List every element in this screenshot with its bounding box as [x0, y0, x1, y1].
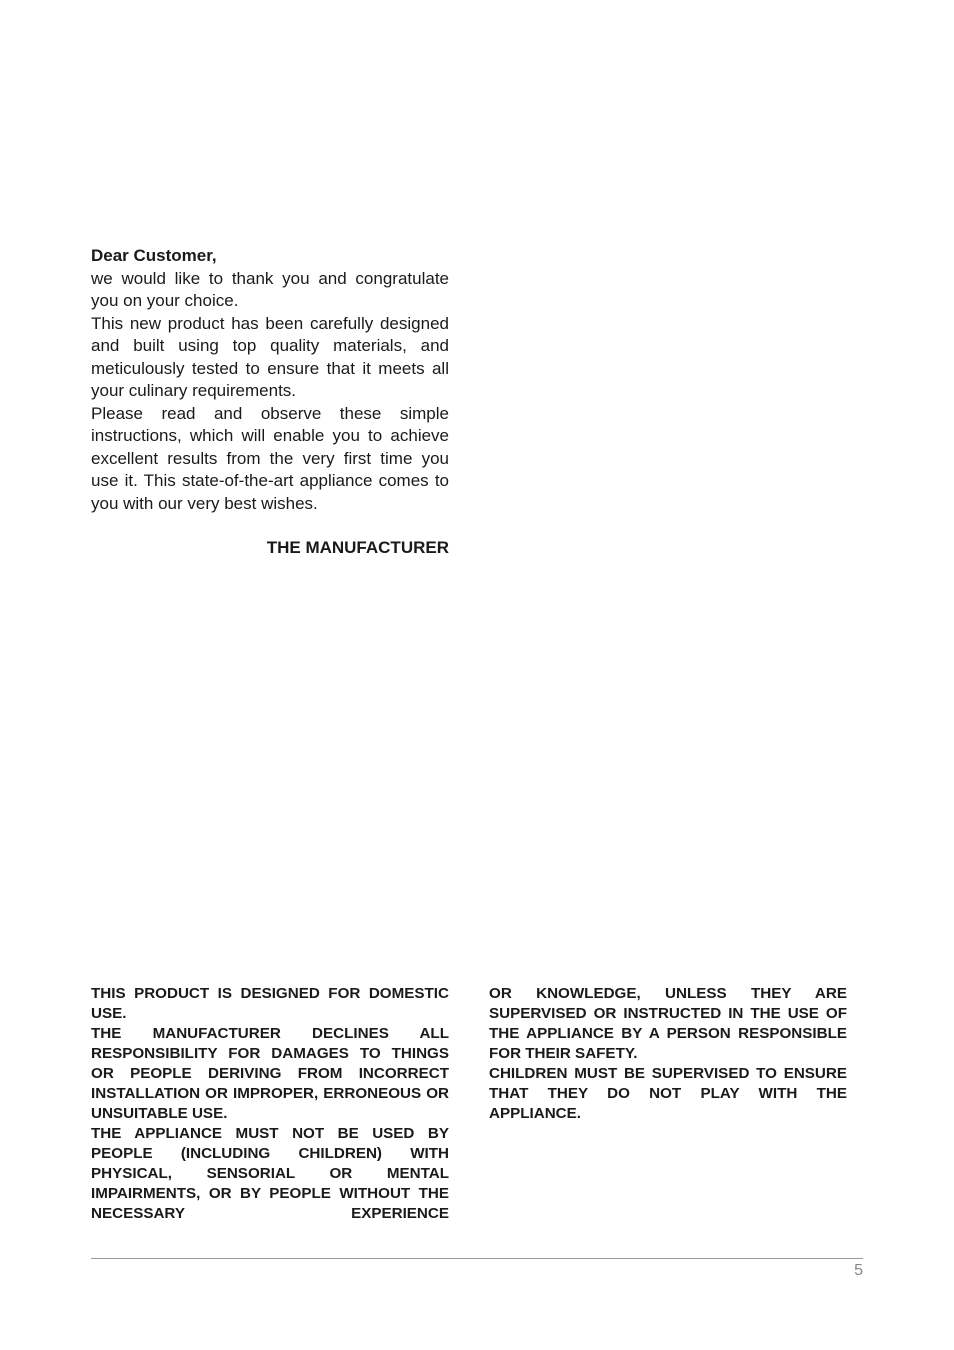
footer-divider	[91, 1258, 863, 1259]
letter-signature: THE MANUFACTURER	[266, 538, 449, 557]
letter-greeting: Dear Customer,	[91, 246, 217, 265]
warning-children: CHILDREN MUST BE SUPERVISED TO ENSURE THAT THEY DO NOT PLAY WITH THE APPLIANCE.	[489, 1065, 847, 1122]
letter-paragraph-instructions: Please read and observe these simple instructions, which will enable you to achieve excellent results from the very first time you use it. This state-of-the-art appliance comes to you with our very best wishes.	[91, 403, 449, 513]
warning-domestic-use: THIS PRODUCT IS DESIGNED FOR DOMESTIC USE.	[91, 985, 449, 1022]
safety-warning-column-right	[489, 984, 847, 1124]
customer-letter	[91, 245, 449, 560]
warning-supervision: OR KNOWLEDGE, UNLESS THEY ARE SUPERVISED OR INSTRUCTED IN THE USE OF THE APPLIANCE BY A PERSON RESPONSIBLE FOR THEIR SAFETY.	[489, 985, 847, 1062]
warning-liability: THE MANUFACTURER DECLINES ALL RESPONSIBILITY FOR DAMAGES TO THINGS OR PEOPLE DERIVING FROM INCORRECT INSTALLATION OR IMPROPER, ERRONEOUS OR UNSUITABLE USE.	[91, 1025, 449, 1122]
safety-warning-column-left	[91, 984, 449, 1224]
page-number: 5	[854, 1262, 863, 1279]
warning-impairments: THE APPLIANCE MUST NOT BE USED BY PEOPLE (INCLUDING CHILDREN) WITH PHYSICAL, SENSORIAL OR MENTAL IMPAIRMENTS, OR BY PEOPLE WITHOUT THE NECESSARY EXPERIENCE	[91, 1125, 449, 1222]
letter-paragraph-quality: This new product has been carefully designed and built using top quality materials, and meticulously tested to ensure that it meets all your culinary requirements.	[91, 313, 449, 400]
letter-paragraph-thanks: we would like to thank you and congratulate you on your choice.	[91, 268, 449, 310]
